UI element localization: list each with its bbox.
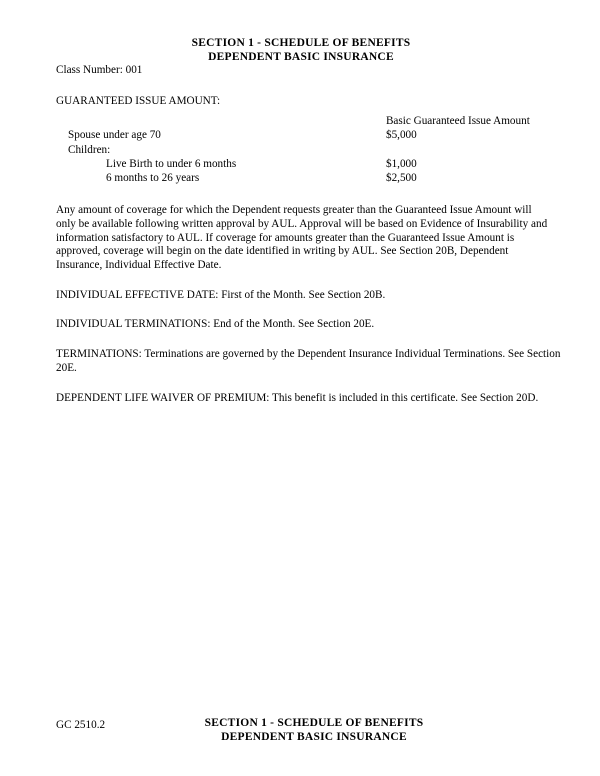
- clause-terminations: TERMINATIONS: Terminations are governed by the Dependent Insurance Individual Terminations. See Section 20E.: [56, 348, 561, 374]
- row-label: Spouse under age 70: [68, 129, 161, 142]
- row-amount: $2,500: [385, 172, 417, 184]
- row-label: Live Birth to under 6 months: [106, 157, 237, 170]
- clause-dependent-life-waiver-of-premium: DEPENDENT LIFE WAIVER OF PREMIUM: This benefit is included in this certificate. See Section 20D.: [56, 391, 539, 404]
- coverage-paragraph: Any amount of coverage for which the Dependent requests greater than the Guaranteed Issue Amount will only be available following written approval by AUL. Approval will be based on Evidence of Insurability and information satisfactory to AUL. If coverage for amounts greater than the Guaranteed Issue Amount is approved, coverage will begin on the date identified in writing by AUL. See Section 20B, Dependent Insurance, Individual Effective Date.: [56, 204, 548, 272]
- clause-individual-terminations: INDIVIDUAL TERMINATIONS: End of the Month. See Section 20E.: [56, 318, 375, 331]
- guaranteed-issue-amount-label: GUARANTEED ISSUE AMOUNT:: [56, 94, 221, 107]
- table-row: [56, 157, 572, 171]
- label-column-header: [56, 114, 386, 128]
- page-footer: [56, 716, 572, 748]
- table-header-row: [56, 114, 572, 128]
- header-title-line-2: DEPENDENT BASIC INSURANCE: [208, 51, 394, 63]
- footer-title-line-2: DEPENDENT BASIC INSURANCE: [221, 731, 407, 743]
- header-title-line-1: SECTION 1 - SCHEDULE OF BENEFITS: [191, 37, 411, 49]
- table-row: [56, 171, 572, 185]
- table-row: [56, 128, 572, 142]
- benefits-table: [56, 114, 572, 185]
- class-number-line: Class Number: 001: [56, 64, 143, 76]
- footer-title-line-1: SECTION 1 - SCHEDULE OF BENEFITS: [204, 717, 424, 729]
- amount-column-header: Basic Guaranteed Issue Amount: [385, 115, 530, 128]
- footer-title: [56, 716, 572, 744]
- document-body: [56, 64, 572, 405]
- page-header-title: [56, 36, 546, 64]
- table-row: [56, 143, 572, 157]
- footer-form-number: GC 2510.2: [56, 719, 106, 731]
- row-amount: [386, 143, 572, 157]
- row-amount: $5,000: [385, 129, 417, 142]
- row-amount: $1,000: [385, 157, 417, 170]
- row-label: Children:: [68, 143, 111, 156]
- clause-individual-effective-date: INDIVIDUAL EFFECTIVE DATE: First of the Month. See Section 20B.: [56, 288, 386, 301]
- row-label: 6 months to 26 years: [106, 172, 200, 184]
